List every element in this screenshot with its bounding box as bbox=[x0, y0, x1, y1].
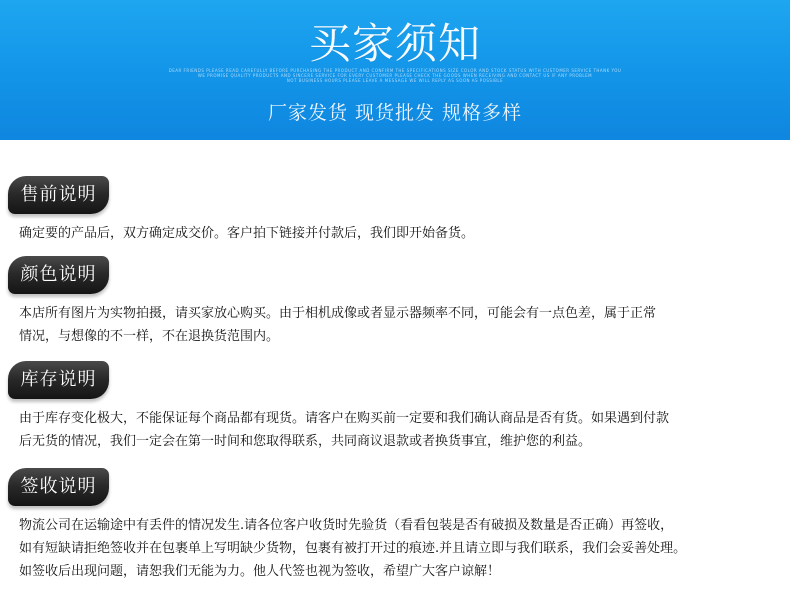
section-body bbox=[19, 407, 774, 453]
section-text-line: 如签收后出现问题，请恕我们无能为力。他人代签也视为签收，希望广大客户谅解！ bbox=[19, 564, 501, 579]
section-heading: 售前说明 bbox=[20, 184, 97, 205]
header-banner bbox=[0, 0, 790, 140]
banner-subtitle: 厂家发货 现货批发 规格多样 bbox=[267, 102, 523, 124]
section-text-line: 物流公司在运输途中有丢件的情况发生.请各位客户收货时先验货（看看包装是否有破损及数量是否正确）再签收， bbox=[19, 518, 674, 533]
section-heading: 库存说明 bbox=[20, 369, 97, 390]
section-text-line: 由于库存变化极大，不能保证每个商品都有现货。请客户在购买前一定要和我们确认商品是否有货。如果遇到付款 bbox=[19, 411, 670, 426]
banner-fine-print-line: DEAR FRIENDS PLEASE READ CAREFULLY BEFORE PURCHASING THE PRODUCT AND CONFIRM THE SPECIFICATIONS SIZE COLOR AND STOCK STATUS WITH CUSTOMER SERVICE THANK YOU bbox=[168, 68, 622, 73]
section-text-line: 本店所有图片为实物拍摄，请买家放心购买。由于相机成像或者显示器频率不同，可能会有一点色差，属于正常 bbox=[19, 306, 657, 321]
section-badge bbox=[8, 176, 109, 214]
section-heading: 签收说明 bbox=[20, 476, 97, 497]
section-text-line: 确定要的产品后，双方确定成交价。客户拍下链接并付款后，我们即开始备货。 bbox=[19, 226, 475, 241]
banner-fine-print-line: WE PROMISE QUALITY PRODUCTS AND SINCERE SERVICE FOR EVERY CUSTOMER PLEASE CHECK THE GOODS WHEN RECEIVING AND CONTACT US IF ANY PROBLEM bbox=[197, 73, 593, 78]
section-badge bbox=[8, 256, 109, 294]
section-text-line: 如有短缺请拒绝签收并在包裹单上写明缺少货物，包裹有被打开过的痕迹.并且请立即与我们联系，我们会妥善处理。 bbox=[19, 541, 687, 556]
section-text-line: 后无货的情况，我们一定会在第一时间和您取得联系，共同商议退款或者换货事宜，维护您的利益。 bbox=[19, 434, 592, 449]
section-heading: 颜色说明 bbox=[20, 264, 97, 285]
section-body bbox=[19, 514, 774, 583]
banner-title: 买家须知 bbox=[308, 19, 481, 68]
banner-fine-print bbox=[0, 68, 790, 83]
section-body bbox=[19, 222, 774, 245]
section-badge bbox=[8, 361, 109, 399]
section-body bbox=[19, 302, 774, 348]
banner-fine-print-line: NOT BUSINESS HOURS PLEASE LEAVE A MESSAGE WE WILL REPLY AS SOON AS POSSIBLE bbox=[286, 78, 504, 83]
section-badge bbox=[8, 468, 109, 506]
section-text-line: 情况，与想像的不一样，不在退换货范围内。 bbox=[19, 329, 280, 344]
